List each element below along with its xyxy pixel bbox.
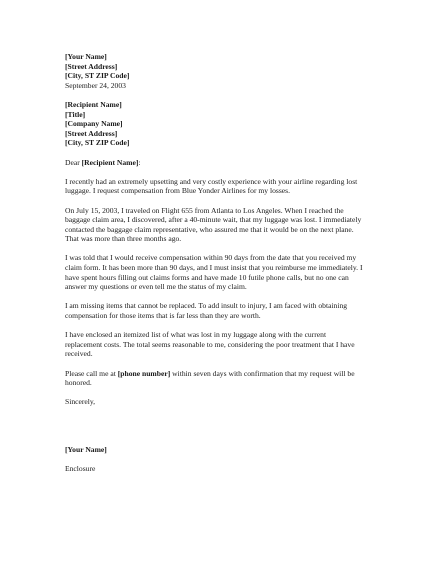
body-paragraph xyxy=(65,253,415,291)
body-line: That was more than three months ago. xyxy=(65,234,182,244)
call-suffix: within seven days with confirmation that my request will be xyxy=(170,368,355,378)
body-line: claim form. It has been more than 90 days, and I must insist that you reimburse me immediately. I xyxy=(65,263,363,273)
body-line: luggage. I request compensation from Blue Yonder Airlines for my losses. xyxy=(65,186,291,196)
salutation xyxy=(65,158,415,168)
call-line-2: honored. xyxy=(65,378,92,388)
enclosure-note: Enclosure xyxy=(65,464,96,474)
body-line: I have enclosed an itemized list of what was lost in my luggage along with the current xyxy=(65,330,327,340)
salutation-suffix: : xyxy=(138,157,141,167)
closing: Sincerely, xyxy=(65,397,96,407)
letter-page xyxy=(65,52,415,474)
phone-number-placeholder: [phone number] xyxy=(117,368,171,378)
body-line: compensation for those items that is far less than they are worth. xyxy=(65,311,261,321)
body-paragraph xyxy=(65,301,415,320)
body-paragraph xyxy=(65,206,415,244)
body-line: received. xyxy=(65,349,93,359)
call-prefix: Please call me at xyxy=(65,368,118,378)
salutation-name: [Recipient Name] xyxy=(81,157,139,167)
sender-street: [Street Address] xyxy=(65,61,118,71)
recipient-title: [Title] xyxy=(65,109,86,119)
body-line: I recently had an extremely upsetting and very costly experience with your airline regarding lost xyxy=(65,176,358,186)
body-line: I was told that I would receive compensation within 90 days from the date that you received my xyxy=(65,253,357,263)
body-paragraph xyxy=(65,177,415,196)
body-line: On July 15, 2003, I traveled on Flight 655 from Atlanta to Los Angeles. When I reached the xyxy=(65,205,344,215)
sender-name: [Your Name] xyxy=(65,52,107,61)
call-paragraph xyxy=(65,369,415,388)
body-line: contacted the baggage claim representative, who assured me that it would be on the next plane. xyxy=(65,224,354,234)
sender-block xyxy=(65,52,415,90)
salutation-prefix: Dear xyxy=(65,157,82,167)
body-paragraph xyxy=(65,330,415,359)
recipient-name: [Recipient Name] xyxy=(65,99,122,109)
recipient-block xyxy=(65,100,415,148)
recipient-company: [Company Name] xyxy=(65,119,123,129)
recipient-city: [City, ST ZIP Code] xyxy=(65,138,130,148)
recipient-street: [Street Address] xyxy=(65,128,118,138)
body-line: I am missing items that cannot be replaced. To add insult to injury, I am faced with obtaining xyxy=(65,301,348,311)
sender-city: [City, ST ZIP Code] xyxy=(65,71,130,81)
body-line: baggage claim area, I discovered, after a 40-minute wait, that my luggage was lost. I immediately xyxy=(65,215,362,225)
signature-name: [Your Name] xyxy=(65,444,107,454)
call-line-1 xyxy=(65,369,415,379)
body-line: replacement costs. The total seems reasonable to me, considering the poor treatment that I have xyxy=(65,339,355,349)
body-line: answer my questions or even tell me the status of my claim. xyxy=(65,282,247,292)
letter-date: September 24, 2003 xyxy=(65,80,126,90)
body-line: have spent hours filling out claims forms and have made 10 futile phone calls, but no one can xyxy=(65,272,349,282)
